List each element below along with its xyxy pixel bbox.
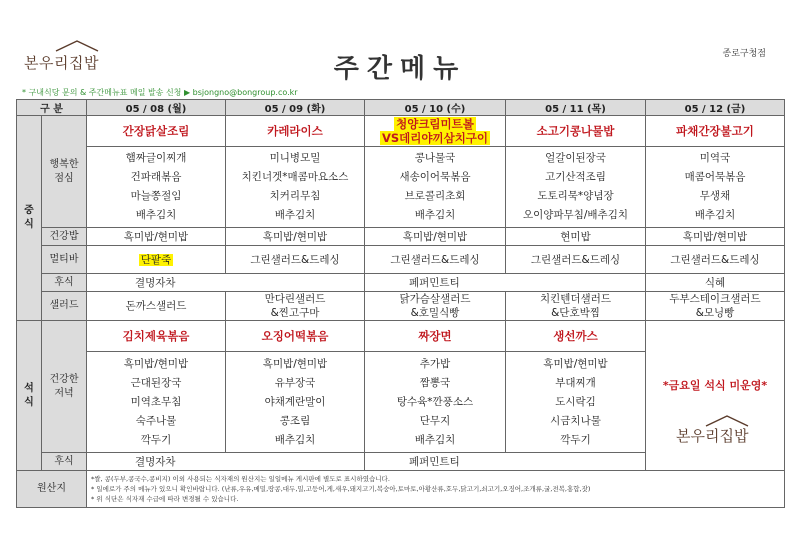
list-item: 미역초무침 xyxy=(130,395,182,408)
dinner-sub-label-text: 건강한 저녁 xyxy=(49,373,79,399)
lunch-dessert-wed-thu xyxy=(365,274,646,292)
notice-text: * 구내식당 문의 & 주간메뉴표 메일 발송 신청 ▶ bsjongno@bongroup.co.kr xyxy=(22,88,298,97)
dinner-dessert-wed-thu xyxy=(365,453,646,471)
list-item: 돈까스샐러드 xyxy=(125,300,187,312)
day-header-wed: 05 / 10 (수) xyxy=(365,100,506,116)
list-item: 짬뽕국 xyxy=(419,376,451,389)
list-item: *쌀, 콩(두부,콩국수,콩비지) 이외 사용되는 식자재의 원산지는 일일메뉴 게시판에 별도로 표시하였습니다. xyxy=(91,475,390,483)
day-header-mon: 05 / 08 (월) xyxy=(87,100,226,116)
weekly-menu-table xyxy=(16,99,785,508)
bottom-logo-text: 본우리집밥 xyxy=(676,426,749,445)
list-item: 도시락김 xyxy=(555,395,596,408)
health-rice-mon: 흑미밥/현미밥 xyxy=(87,228,226,246)
list-item: 매콤어묵볶음 xyxy=(684,171,746,183)
salad-thu xyxy=(506,292,646,321)
dinner-dessert-wed-thu-text: 페퍼민트티 xyxy=(409,456,460,468)
dinner-dessert-label: 후식 xyxy=(42,453,87,471)
list-item: &모닝빵 xyxy=(695,307,735,319)
list-item: 미역국 xyxy=(699,152,731,164)
list-item: * 일에로가 주의 메뉴가 있으니 확인바랍니다. (난류,우유,메밀,땅콩,대두,밀,고등어,게,새우,돼지고기,복숭아,토마토,아황산류,호두,닭고기,쇠고기,오징어,조개류,굴,전복,홍합,잣) xyxy=(91,485,591,493)
list-item: 흑미밥/현미밥 xyxy=(543,357,608,370)
list-item: 햄짜글이찌개 xyxy=(125,152,187,164)
list-item: 흑미밥/현미밥 xyxy=(262,357,328,370)
list-item: 추가밥 xyxy=(419,357,451,370)
lunch-main-fri: 파채간장불고기 xyxy=(646,116,785,147)
lunch-sub-label xyxy=(42,116,87,228)
dinner-sides-tue xyxy=(226,352,365,453)
list-item: 근대된장국 xyxy=(130,376,182,389)
health-rice-tue: 흑미밥/현미밥 xyxy=(226,228,365,246)
multibar-mon xyxy=(87,246,226,274)
list-item: 고기산적조림 xyxy=(545,171,606,183)
list-item: 마늘쫑절임 xyxy=(130,190,182,202)
lunch-main-mon: 간장닭살조림 xyxy=(87,116,226,147)
lunch-label xyxy=(17,116,42,321)
dinner-main-wed: 짜장면 xyxy=(365,321,506,352)
lunch-dessert-label: 후식 xyxy=(42,274,87,292)
header-row xyxy=(17,100,785,116)
list-item: 배추김치 xyxy=(274,433,316,446)
origin-notes xyxy=(87,471,785,508)
list-item: 치킨텐더샐러드 xyxy=(539,293,611,305)
list-item: 미니병모밀 xyxy=(269,152,321,164)
dinner-main-mon: 김치제육볶음 xyxy=(87,321,226,352)
lunch-dessert-mon-tue-text: 결명자차 xyxy=(135,277,176,289)
office-name: 종로구청점 xyxy=(722,49,766,59)
list-item: 새송이어묵볶음 xyxy=(399,171,471,183)
list-item: 콩조림 xyxy=(279,414,311,427)
health-rice-fri: 흑미밥/현미밥 xyxy=(646,228,785,246)
lunch-main-thu: 소고기콩나물밥 xyxy=(506,116,646,147)
lunch-main-tue: 카레라이스 xyxy=(226,116,365,147)
friday-dinner-note: *금요일 석식 미운영* xyxy=(662,378,768,392)
list-item: 두부스테이크샐러드 xyxy=(669,293,761,305)
list-item: 배추김치 xyxy=(414,209,456,221)
list-item: 깍두기 xyxy=(140,433,172,446)
list-item: 유부장국 xyxy=(274,376,316,389)
dinner-main-thu: 생선까스 xyxy=(506,321,646,352)
list-item: 오이양파무침/배추김치 xyxy=(523,209,628,221)
salad-label: 샐러드 xyxy=(42,292,87,321)
multibar-wed: 그린샐러드&드레싱 xyxy=(365,246,506,274)
list-item: 배추김치 xyxy=(274,209,316,221)
origin-label: 원산지 xyxy=(17,471,87,508)
lunch-sides-wed xyxy=(365,147,506,228)
list-item: 도토리묵*양념장 xyxy=(537,190,614,202)
dinner-sides-mon xyxy=(87,352,226,453)
dinner-sides-thu xyxy=(506,352,646,453)
list-item: 배추김치 xyxy=(414,433,456,446)
lunch-main-wed-line1: 청양크림미트볼 xyxy=(396,117,474,131)
lunch-label-text: 중식 xyxy=(24,205,34,230)
lunch-sides-tue xyxy=(226,147,365,228)
list-item: 탕수육*깐풍소스 xyxy=(396,395,474,408)
list-item: 닭가슴살샐러드 xyxy=(399,293,471,305)
day-header-fri: 05 / 12 (금) xyxy=(646,100,785,116)
lunch-main-wed-line2: VS데리야끼삼치구이 xyxy=(381,131,489,145)
day-header-thu: 05 / 11 (목) xyxy=(506,100,646,116)
multibar-tue: 그린샐러드&드레싱 xyxy=(226,246,365,274)
day-header-tue: 05 / 09 (화) xyxy=(226,100,365,116)
multibar-mon-text: 단팥죽 xyxy=(140,254,172,266)
multibar-fri: 그린샐러드&드레싱 xyxy=(646,246,785,274)
list-item: 야채계란말이 xyxy=(264,395,326,408)
lunch-sides-mon xyxy=(87,147,226,228)
lunch-sides-fri xyxy=(646,147,785,228)
list-item: 단무지 xyxy=(419,414,451,427)
lunch-dessert-wed-thu-text: 페퍼민트티 xyxy=(409,277,460,289)
dinner-main-tue: 오징어떡볶음 xyxy=(226,321,365,352)
list-item: 브로콜리초회 xyxy=(404,190,466,202)
multibar-thu: 그린샐러드&드레싱 xyxy=(506,246,646,274)
list-item: &찐고구마 xyxy=(270,307,320,319)
page-title: 주간메뉴 xyxy=(333,54,467,84)
health-rice-label: 건강밥 xyxy=(42,228,87,246)
list-item: 흑미밥/현미밥 xyxy=(123,357,189,370)
list-item: 건파래볶음 xyxy=(130,171,182,183)
dinner-label xyxy=(17,321,42,471)
lunch-dessert-mon-tue xyxy=(87,274,365,292)
list-item: &호밀식빵 xyxy=(410,307,460,319)
list-item: 얼갈이된장국 xyxy=(545,152,606,164)
lunch-main-wed xyxy=(365,116,506,147)
list-item: 배추김치 xyxy=(694,209,736,221)
list-item: 만다린샐러드 xyxy=(264,293,326,305)
lunch-dessert-fri: 식혜 xyxy=(646,274,785,292)
list-item: 콩나물국 xyxy=(414,152,456,164)
lunch-sides-thu xyxy=(506,147,646,228)
dinner-sides-wed xyxy=(365,352,506,453)
salad-fri xyxy=(646,292,785,321)
dinner-label-text: 석식 xyxy=(24,382,34,408)
dinner-sub-label xyxy=(42,321,87,453)
list-item: * 위 식단은 식자재 수급에 따라 변경될 수 있습니다. xyxy=(91,495,239,503)
salad-tue xyxy=(226,292,365,321)
dinner-dessert-mon-tue-text: 결명자차 xyxy=(135,456,176,468)
list-item: 치커리무침 xyxy=(269,190,321,202)
list-item: 배추김치 xyxy=(135,209,177,221)
health-rice-thu: 현미밥 xyxy=(506,228,646,246)
dinner-fri-cell xyxy=(646,321,785,471)
list-item: &단호박찜 xyxy=(551,307,600,319)
list-item: 시금치나물 xyxy=(550,414,601,427)
list-item: 깍두기 xyxy=(560,433,591,446)
salad-wed xyxy=(365,292,506,321)
dinner-dessert-mon-tue xyxy=(87,453,365,471)
list-item: 숙주나물 xyxy=(135,414,177,427)
list-item: 치킨너겟*매콤마요소스 xyxy=(241,171,349,183)
health-rice-wed: 흑미밥/현미밥 xyxy=(365,228,506,246)
multibar-label: 멀티바 xyxy=(42,246,87,274)
logo-text: 본우리집밥 xyxy=(24,54,99,72)
bottom-brand-logo xyxy=(646,415,784,445)
list-item: 무생채 xyxy=(699,190,731,202)
list-item: 부대찌개 xyxy=(555,376,596,389)
header-label: 구 분 xyxy=(17,100,87,116)
salad-mon xyxy=(87,292,226,321)
lunch-sub-label-text: 행복한 점심 xyxy=(49,158,79,184)
